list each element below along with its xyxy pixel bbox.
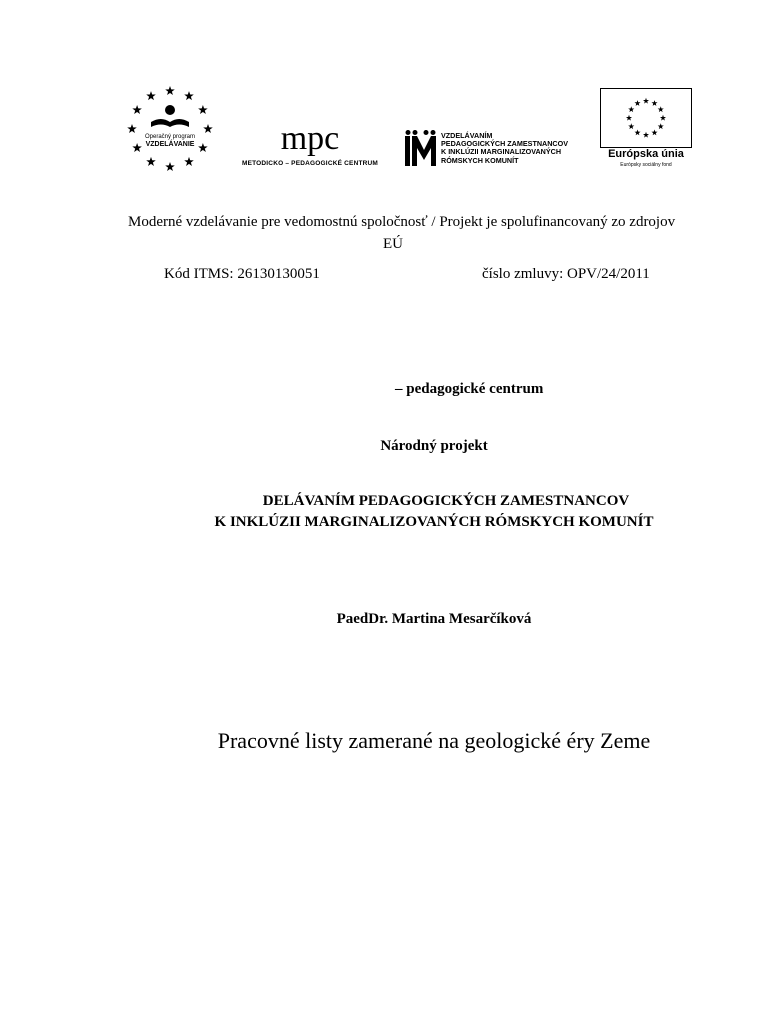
project-name-line-2: K INKLÚZII MARGINALIZOVANÝCH RÓMSKYCH KOMUNÍT <box>214 514 654 530</box>
op-line2: VZDELÁVANIE <box>145 141 195 148</box>
star-icon <box>628 106 634 112</box>
eu-logo <box>598 86 694 170</box>
operational-program-logo <box>127 86 213 172</box>
star-icon <box>132 143 142 152</box>
organization-name: – pedagogické centrum <box>395 381 544 397</box>
mpc-logo <box>236 122 384 172</box>
project-logo-line: PEDAGOGICKÝCH ZAMESTNANCOV <box>441 139 568 149</box>
star-icon <box>651 100 657 106</box>
contract-number: číslo zmluvy: OPV/24/2011 <box>482 266 650 282</box>
star-icon <box>198 143 208 152</box>
star-icon <box>626 115 632 121</box>
project-logo-line: RÓMSKYCH KOMUNÍT <box>441 155 519 165</box>
star-icon <box>146 91 156 100</box>
itms-code: Kód ITMS: 26130130051 <box>164 266 320 282</box>
eu-name: Európska únia <box>608 148 684 160</box>
star-icon <box>203 124 213 133</box>
star-icon <box>127 124 137 133</box>
intro-line-1: Moderné vzdelávanie pre vedomostnú spoločnosť / Projekt je spolufinancovaný zo zdrojov <box>128 214 676 230</box>
star-icon <box>634 100 640 106</box>
star-icon <box>643 132 649 138</box>
mpc-wordmark: mpc <box>280 120 340 157</box>
star-icon <box>146 157 156 166</box>
project-type: Národný projekt <box>380 438 488 454</box>
eu-flag-icon <box>600 88 692 148</box>
star-icon <box>658 106 664 112</box>
author: PaedDr. Martina Mesarčíková <box>336 611 532 627</box>
star-icon <box>660 115 666 121</box>
star-icon <box>184 91 194 100</box>
star-icon <box>165 162 175 171</box>
project-mark-icon <box>404 130 437 166</box>
star-icon <box>658 123 664 129</box>
op-line1: Operačný program <box>144 134 196 140</box>
star-icon <box>184 157 194 166</box>
intro-line-2: EÚ <box>383 236 403 252</box>
star-icon <box>634 130 640 136</box>
project-logo <box>404 128 584 168</box>
star-icon <box>628 123 634 129</box>
project-name-line-1: DELÁVANÍM PEDAGOGICKÝCH ZAMESTNANCOV <box>262 493 630 509</box>
star-icon <box>643 98 649 104</box>
star-icon <box>651 130 657 136</box>
eu-fund: Európsky sociálny fond <box>620 162 672 168</box>
star-icon <box>132 105 142 114</box>
mpc-subtitle: METODICKO – PEDAGOGICKÉ CENTRUM <box>241 160 379 167</box>
project-logo-line: VZDELÁVANÍM <box>441 131 493 140</box>
star-icon <box>165 86 175 95</box>
document-title: Pracovné listy zamerané na geologické éry Zeme <box>217 728 651 753</box>
star-icon <box>198 105 208 114</box>
project-logo-text <box>441 132 591 165</box>
star-ring-icon <box>127 86 213 172</box>
project-logo-line: K INKLÚZII MARGINALIZOVANÝCH <box>441 147 562 157</box>
